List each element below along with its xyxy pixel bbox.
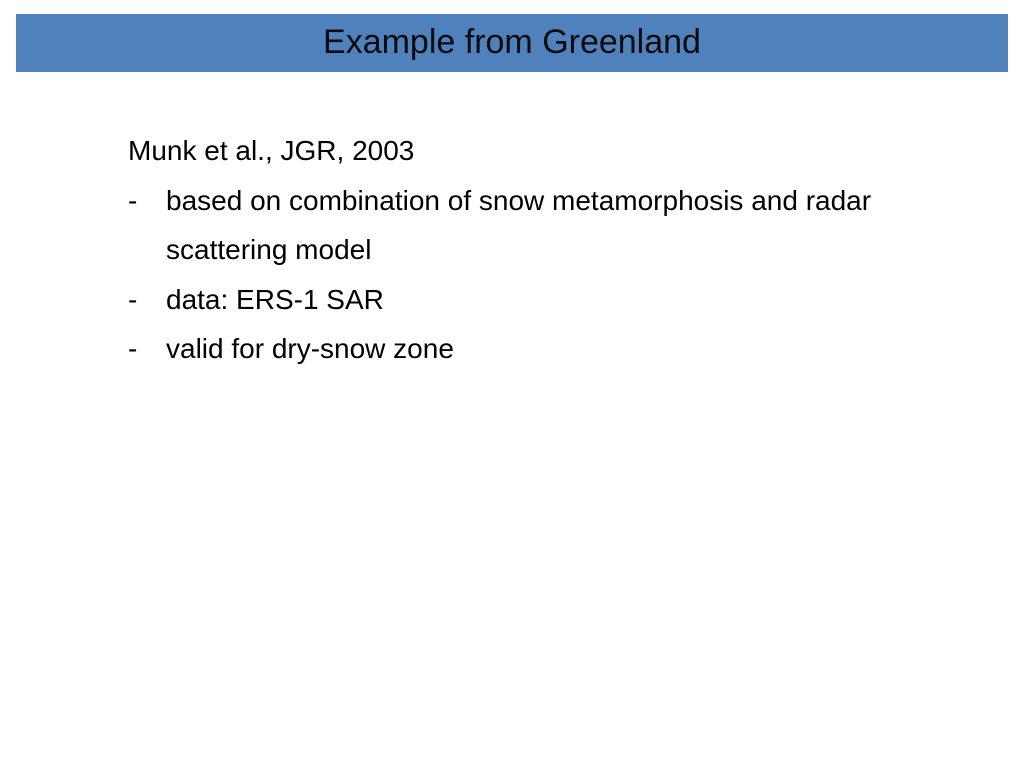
reference-line: Munk et al., JGR, 2003 (128, 135, 415, 166)
bullet-dash: - (128, 184, 138, 216)
bullet-dash: - (128, 333, 138, 364)
bullet-item (128, 275, 968, 325)
slide-title: Example from Greenland (323, 23, 701, 61)
bullet-text: data: ERS-1 SAR (166, 283, 384, 315)
slide-content (128, 126, 968, 374)
bullet-item (128, 176, 968, 275)
bullet-item (128, 324, 968, 374)
bullet-text: based on combination of snow metamorphosis and radar scattering model (166, 184, 872, 265)
bullet-dash: - (128, 283, 138, 315)
title-bar (16, 14, 1008, 72)
bullet-text: valid for dry-snow zone (166, 333, 454, 364)
